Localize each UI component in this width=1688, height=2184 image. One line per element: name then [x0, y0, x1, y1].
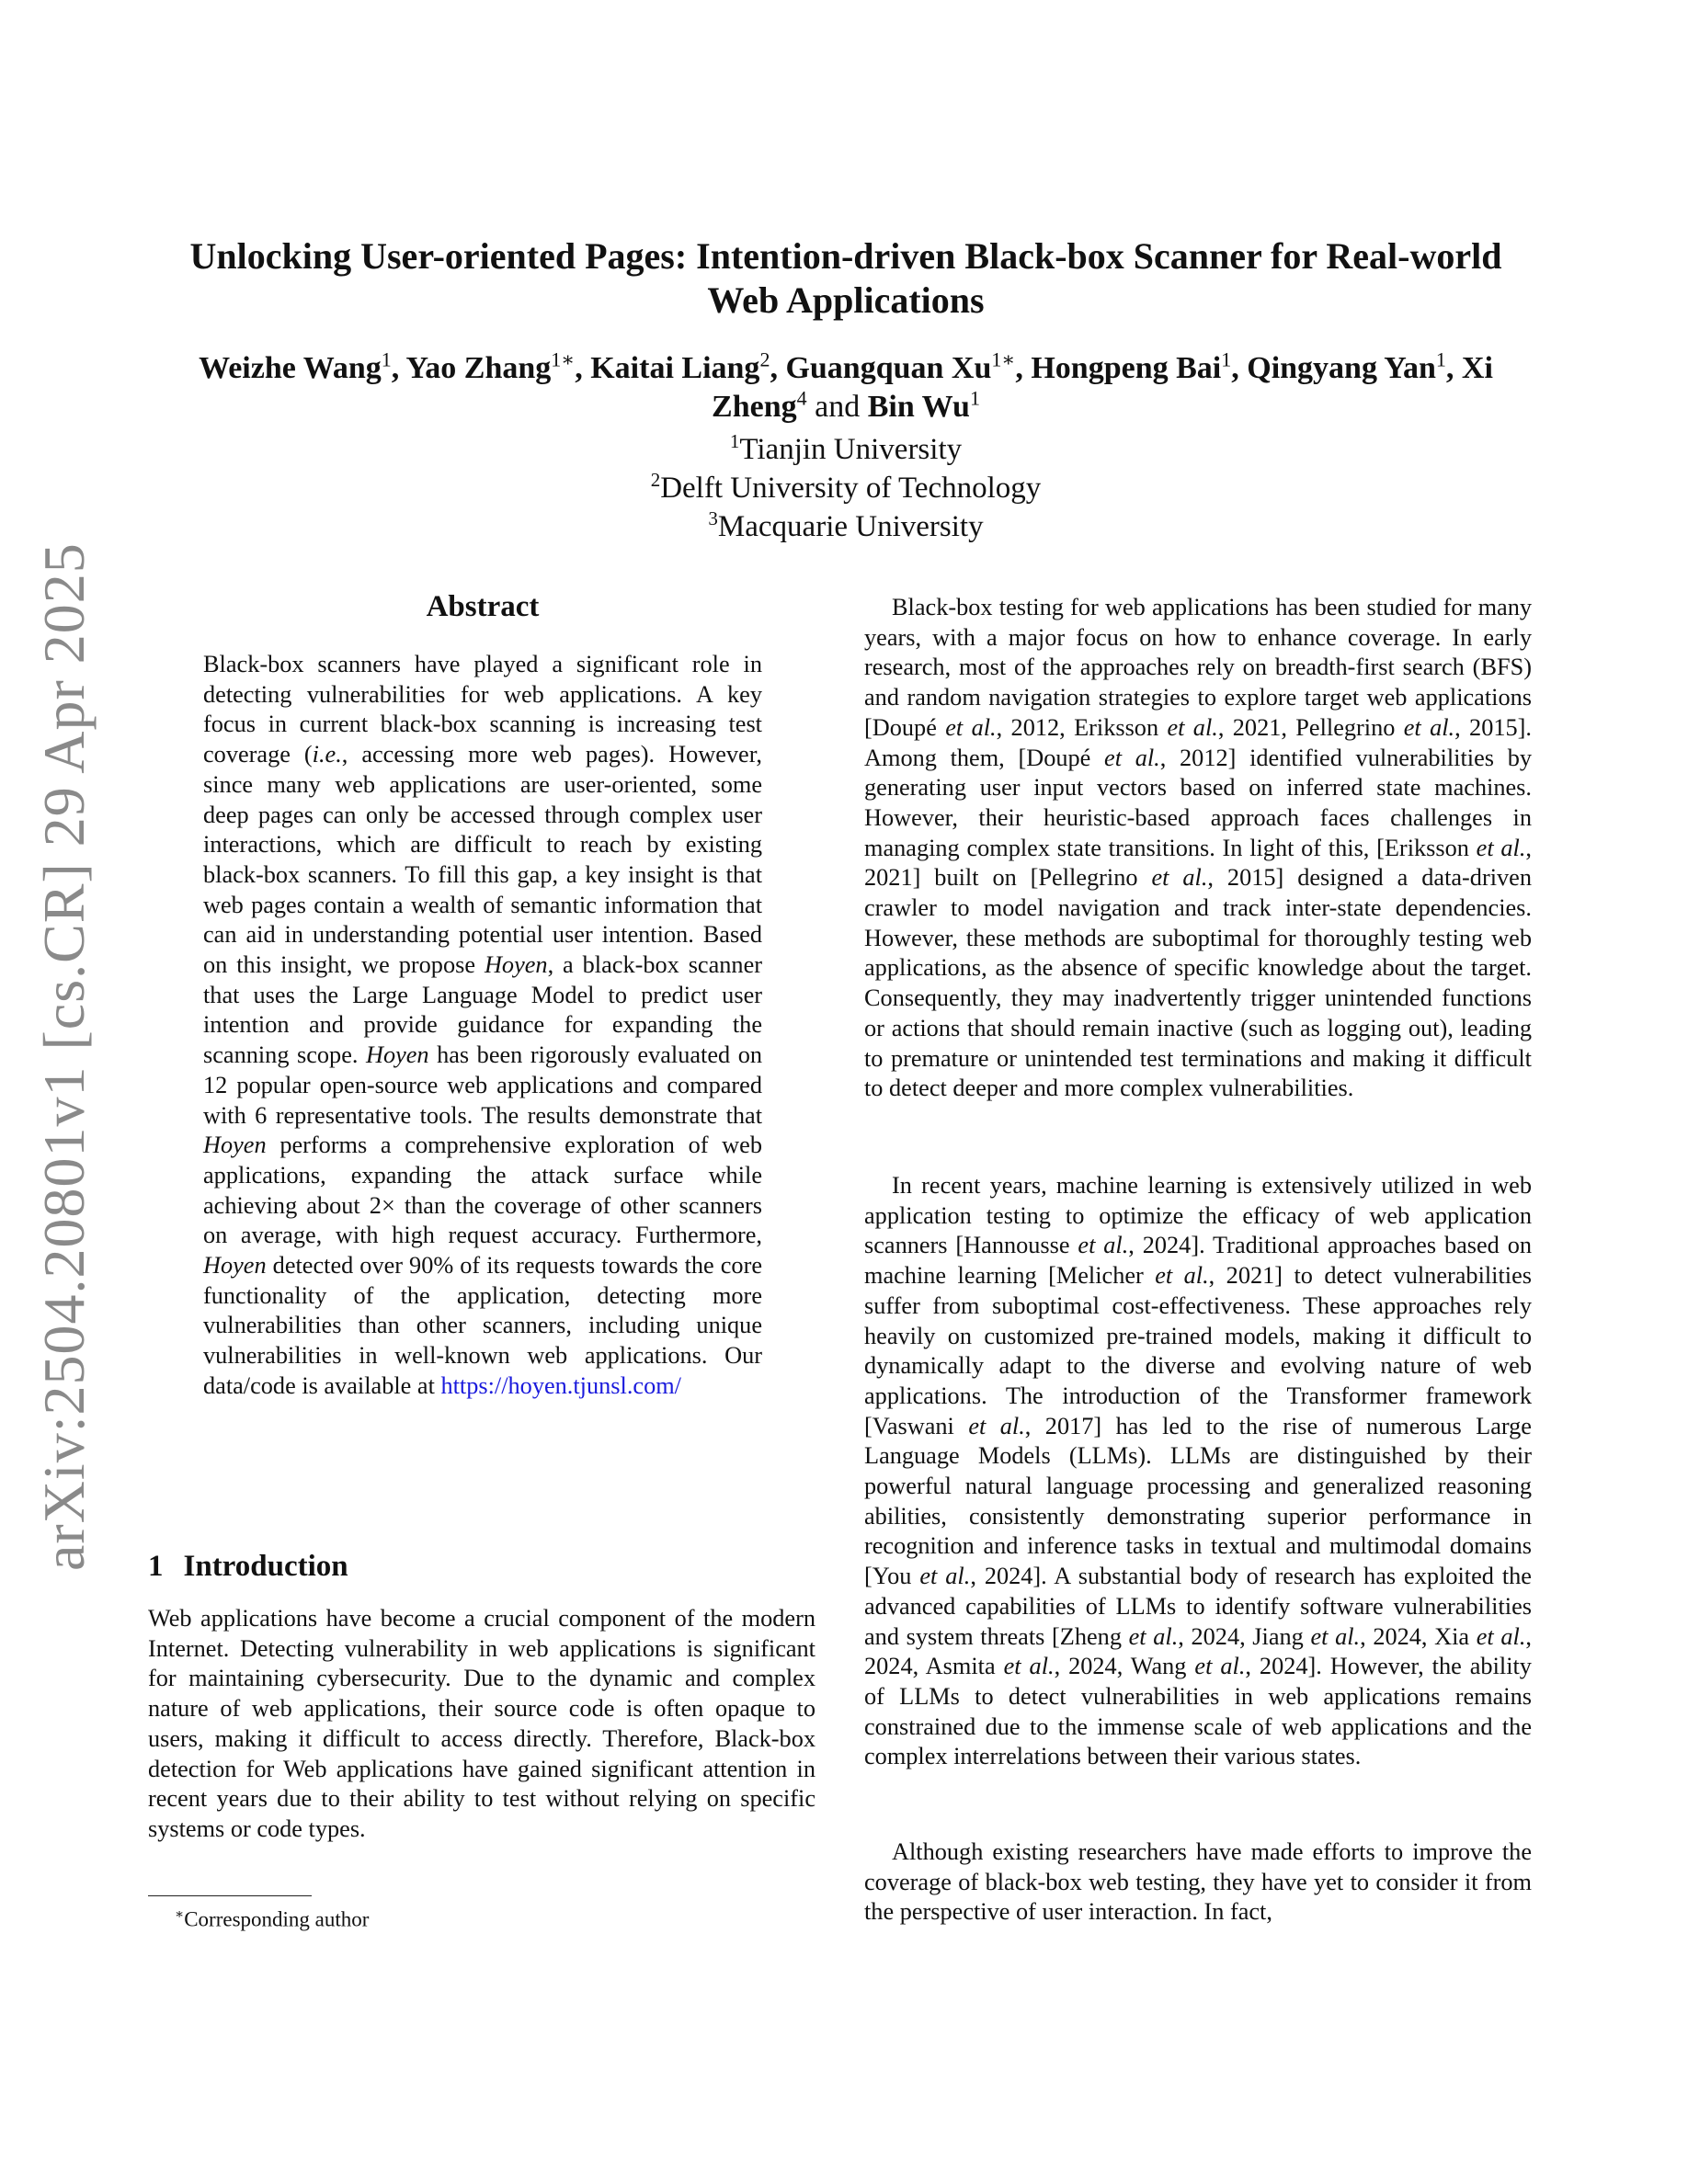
section-number: 1	[148, 1550, 164, 1583]
author-affiliation-mark: 1∗	[991, 347, 1016, 371]
arxiv-sidebar-stamp: arXiv:2504.20801v1 [cs.CR] 29 Apr 2025	[31, 542, 97, 1572]
affiliation	[165, 469, 1526, 507]
affiliation-number: 2	[650, 469, 661, 491]
project-link[interactable]: https://hoyen.tjunsl.com/	[440, 1371, 681, 1399]
footnote-rule	[148, 1895, 312, 1896]
footnote-text: Corresponding author	[184, 1907, 370, 1931]
author-name: Bin Wu	[867, 390, 970, 424]
author-affiliation-mark: 2	[759, 347, 770, 371]
author-name: Qingyang Yan	[1247, 351, 1436, 385]
author-conjunction: and	[815, 390, 861, 424]
affiliation-number: 3	[708, 507, 718, 529]
author-name: Kaitai Liang	[590, 351, 760, 385]
footnote-mark: ∗	[175, 1907, 185, 1922]
author-affiliation-mark: 1	[381, 347, 392, 371]
paper-title: Unlocking User-oriented Pages: Intention-driven Black-box Scanner for Real-world Web Applications	[189, 235, 1502, 321]
author-affiliation-mark: 1	[1221, 347, 1232, 371]
affiliation	[165, 507, 1526, 546]
body-paragraph: Black-box testing for web applications has been studied for many years, with a major focus on how to enhance coverage. In early research, most of the approaches rely on breadth-first search (BFS) and random navigation strategies to explore target web applications [Doupé et al., 2012, Eriksson et al., 2021, Pellegrino et al., 2015]. Among them, [Doupé et al., 2012] identified vulnerabilities by generating user input vectors based on inferred state machines. However, their heuristic-based approach faces challenges in managing complex state transitions. In light of this, [Eriksson et al., 2021] built on [Pellegrino et al., 2015] designed a data-driven crawler to model navigation and track inter-state dependencies. However, these methods are suboptimal for thoroughly testing web applications, as the absence of specific knowledge about the target. Consequently, they may inadvertently trigger unintended functions or actions that should remain inactive (such as logging out), leading to premature or unintended test terminations and making it difficult to detect deeper and more complex vulnerabilities.	[864, 594, 1532, 1102]
affiliation-list	[165, 430, 1526, 546]
section-title: Introduction	[183, 1550, 348, 1583]
body-paragraph: In recent years, machine learning is extensively utilized in web application testing to optimize the efficacy of web application scanners [Hannousse et al., 2024]. Traditional approaches based on machine learning [Melicher et al., 2021] to detect vulnerabilities suffer from suboptimal cost-effectiveness. These approaches rely heavily on customized pre-trained models, making it difficult to dynamically adapt to the diverse and evolving nature of web applications. The introduction of the Transformer framework [Vaswani et al., 2017] has led to the rise of numerous Large Language Models (LLMs). LLMs are distinguished by their powerful natural language processing and generalized reasoning abilities, consistently demonstrating superior performance in recognition and inference tasks in textual and multimodal domains [You et al., 2024]. A substantial body of research has exploited the advanced capabilities of LLMs to identify software vulnerabilities and system threats [Zheng et al., 2024, Jiang et al., 2024, Xia et al., 2024, Asmita et al., 2024, Wang et al., 2024]. However, the ability of LLMs to detect vulnerabilities in web applications remains constrained due to the immense scale of web applications and the complex interrelations between their various states.	[864, 1172, 1532, 1770]
body-paragraph: Although existing researchers have made efforts to improve the coverage of black-box web testing, they have yet to consider it from the perspective of user interaction. In fact,	[864, 1838, 1532, 1926]
author-affiliation-mark: 1∗	[551, 347, 576, 371]
author-name: Hongpeng Bai	[1031, 351, 1222, 385]
intro-paragraph: Web applications have become a crucial component of the modern Internet. Detecting vulnerability in web applications is significant for maintaining cybersecurity. Due to the dynamic and complex nature of web applications, their source code is often opaque to users, making it difficult to access directly. Therefore, Black-box detection for Web applications have gained significant attention in recent years due to their ability to test without relying on specific systems or code types.	[148, 1605, 815, 1842]
affiliation-name: Tianjin University	[739, 433, 963, 466]
section-heading-introduction	[148, 1550, 348, 1584]
abstract-body: Black-box scanners have played a significant role in detecting vulnerabilities for web applications. A key focus in current black-box scanning is increasing test coverage (i.e., accessing more web pages). However, since many web applications are user-oriented, some deep pages can only be accessed through complex user interactions, which are difficult to reach by existing black-box scanners. To fill this gap, a key insight is that web pages contain a wealth of semantic information that can aid in understanding potential user intention. Based on this insight, we propose Hoyen, a black-box scanner that uses the Large Language Model to predict user intention and provide guidance for expanding the scanning scope. Hoyen has been rigorously evaluated on 12 popular open-source web applications and compared with 6 representative tools. The results demonstrate that Hoyen performs a comprehensive exploration of web applications, expanding the attack surface while achieving about 2× than the coverage of other scanners on average, with high request accuracy. Furthermore, Hoyen detected over 90% of its requests towards the core functionality of the application, detecting more vulnerabilities than other scanners, including unique vulnerabilities in well-known web applications. Our data/code is available at https://hoyen.tjunsl.com/	[203, 651, 763, 1399]
author-name: Guangquan Xu	[785, 351, 992, 385]
author-affiliation-mark: 4	[796, 386, 807, 410]
author-name: Yao Zhang	[405, 351, 552, 385]
affiliation-name: Macquarie University	[717, 510, 984, 543]
footnote	[175, 1901, 369, 1934]
affiliation-number: 1	[729, 430, 740, 452]
author-name: Weizhe Wang	[199, 351, 382, 385]
author-affiliation-mark: 1	[969, 386, 980, 410]
abstract-heading: Abstract	[426, 590, 540, 623]
affiliation	[165, 430, 1526, 469]
author-name: Xi Zheng	[712, 351, 1493, 424]
author-affiliation-mark: 1	[1435, 347, 1446, 371]
affiliation-name: Delft University of Technology	[660, 472, 1042, 505]
author-list: Weizhe Wang$^1$, Yao Zhang$^{1∗}$, Kaitai Liang$^2$, Guangquan Xu$^{1∗}$, Hongpeng Bai$^1$, Qingyang Yan$^1$, Xi Zheng$^4$ and Bin Wu$^1$	[199, 347, 1493, 424]
